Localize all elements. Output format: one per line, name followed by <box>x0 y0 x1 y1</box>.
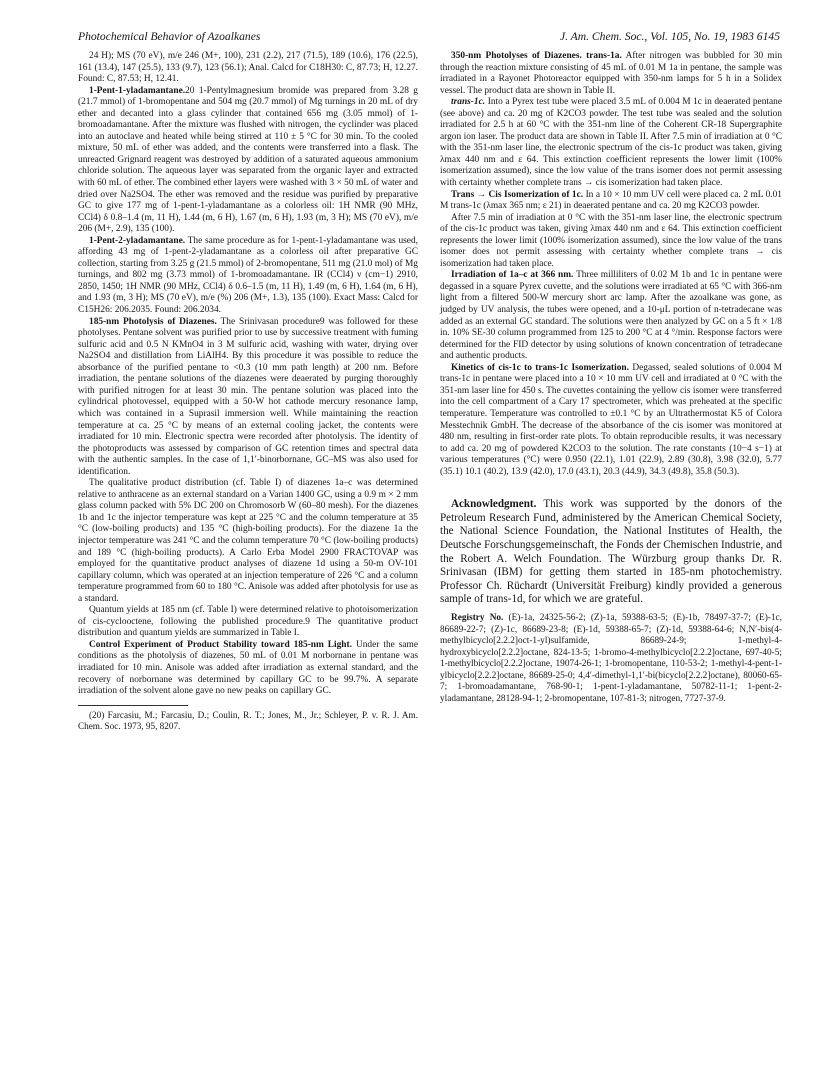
footnote-20: (20) Farcasiu, M.; Farcasiu, D.; Coulin, R. T.; Jones, M., Jr.; Schleyer, P. v. R. J. Am. Chem. Soc. 1973, 95, 8207. <box>78 709 418 732</box>
paragraph-pentyladamantane: 1-Pent-1-yladamantane.20 1-Pentylmagnesium bromide was prepared from 3.28 g (21.7 mmol) of 1-bromopentane and 504 mg (20.7 mmol) of Mg turnings in 20 mL of dry ether and decanted into a glass cylinder that contained 656 mg (3.05 mmol) of 1-bromoadamantane. After the mixture was flushed with nitrogen, the cyclinder was placed into an autoclave and heated while being stirred at 110 ± 5 °C for 30 min. To the cooled mixture, 50 mL of ether was added, and the contents were transferred into a flask. The unreacted Grignard reagent was destroyed by addition of a saturated aqueous ammonium chloride solution. The aqueous layer was separated from the organic layer and extracted with 60 mL of ether. The combined ether layers were washed with 3 × 50 mL of water and dried over Na2SO4. The ether was removed and the residue was purified by preparative GC to give 177 mg of 1-pent-1-yladamantane as a colorless oil: 1H NMR (90 MHz, CCl4) δ 0.8–1.4 (m, 11 H), 1.44 (m, 6 H), 1.67 (m, 6 H), 1.93 (m, 3 H); MS (70 eV), m/e 206 (M+, 2.9), 135 (100). <box>78 85 418 235</box>
section-heading: Control Experiment of Product Stability toward 185-nm Light. <box>89 639 352 650</box>
paragraph-trans-1c: trans-1c. Into a Pyrex test tube were placed 3.5 mL of 0.004 M 1c in deaerated pentane (see above) and ca. 20 mg of K2CO3 powder. The test tube was sealed and the solution irradiated for 2.5 h at 60 °C with the 351-nm line of the Coherent CR-18 Supergraphite argon ion laser. The product data are shown in Table II. After 7.5 min of irradiation at 0 °C with the 351-nm laser line, the electronic spectrum of the cis-1c product was taken, giving λmax 440 nm and ε 64. This extinction coefficient represents the lower limit (100% isomerization assumed), since the low value of the trans isomer does not permit assessing with certainty whether complete trans → cis isomerization had taken place. <box>440 97 782 189</box>
section-heading: 185-nm Photolysis of Diazenes. <box>89 316 217 327</box>
section-heading: 1-Pent-2-yladamantane. <box>89 235 186 246</box>
paragraph-quantum-yields: Quantum yields at 185 nm (cf. Table I) were determined relative to photoisomerization of cis-cyclooctene, following the published procedure.9 The quantitative product distribution and quantum yields are summarized in Table I. <box>78 605 418 639</box>
paragraph-366nm-irradiation: Irradiation of 1a–c at 366 nm. Three milliliters of 0.02 M 1b and 1c in pentane were degassed in a square Pyrex cuvette, and the solutions were irradiated at 65 °C with 366-nm light from a filtered 500-W mercury short arc lamp. After the azoalkane was gone, as judged by UV analysis, the tubes were opened, and a 10-μL portion of n-tetradecane was added as an external GC standard. The solutions were then analyzed by GC on a 5 ft × 1/8 in. 10% SE-30 column programmed from 125 to 200 °C at 4 °/min. Response factors were determined for the FID detector by using solutions of known concentration of tetradecane and authentic products. <box>440 270 782 362</box>
paragraph-trans-cis-isomerization: Trans → Cis Isomerization of 1c. In a 10 × 10 mm UV cell were placed ca. 2 mL 0.01 M trans-1c (λmax 365 nm; ε 21) in deaerated pentane and ca. 20 mg K2CO3 powder. <box>440 189 782 212</box>
paragraph-laser-irradiation: After 7.5 min of irradiation at 0 °C with the 351-nm laser line, the electronic spectrum of the cis-1c product was taken, giving λmax 440 nm and ε 64. This extinction coefficient represents the lower limit (100% isomerization assumed), since the low value of the trans isomer does not permit assessing with certainty whether complete trans → cis isomerization had taken place. <box>440 212 782 269</box>
paragraph-pent2yladamantane: 1-Pent-2-yladamantane. The same procedure as for 1-pent-1-yladamantane was used, affording 43 mg of 1-pent-2-yladamantane as a colorless oil after preparative GC collection, starting from 3.25 g (21.5 mmol) of 2-bromopentane, 511 mg (21.0 mol) of Mg turnings, and 802 mg (3.73 mmol) of 1-bromoadamantane. IR (CCl4) ν (cm−1) 2910, 2850, 1450; 1H NMR (90 MHz, CCl4) δ 0.6–1.5 (m, 11 H), 1.49 (m, 6 H), 1.64 (m, 6 H), and 1.93 (m, 3 H); MS (70 eV), m/e (%) 206 (M+, 1.3), 135 (100). Exact Mass: Calcd for C15H26: 206.2035. Found: 206.2034. <box>78 235 418 316</box>
section-heading: Kinetics of cis-1c to trans-1c Isomerization. <box>451 362 629 373</box>
paragraph-anal-data: 24 H); MS (70 eV), m/e 246 (M+, 100), 231 (2.2), 217 (71.5), 189 (10.6), 176 (22.5), 161 (13.4), 147 (25.5), 133 (9.7), 123 (56.1); Anal. Calcd for C18H30: C, 87.73; H, 12.27. Found: C, 87.53; H, 12.41. <box>78 51 418 85</box>
footnote-rule <box>78 705 188 706</box>
running-header-title: Photochemical Behavior of Azoalkanes <box>78 30 261 43</box>
right-column <box>440 51 782 705</box>
paragraph-350nm-photolysis: 350-nm Photolyses of Diazenes. trans-1a. After nitrogen was bubbled for 30 min through the reaction mixture consisting of 45 mL of 0.01 M 1a in pentane, the sample was irradiated in a Rayonet Photoreactor equipped with 350-nm lamps for 5 h in a Solidex vessel. The product data are shown in Table II. <box>440 51 783 96</box>
paragraph-control-experiment: Control Experiment of Product Stability toward 185-nm Light. Under the same conditions as the photolysis of diazenes, 50 mL of 0.01 M norbornane in pentane was irradiated for 10 min. Anisole was added after irradiation as external standard, and the recovery of norbornane was determined by capillary GC to be 99.7%. A separate irradiation of the solvent alone gave no new peaks on capillary GC. <box>78 639 419 697</box>
section-heading: 350-nm Photolyses of Diazenes. trans-1a. <box>451 51 622 61</box>
acknowledgment-heading: Acknowledgment. <box>451 498 537 511</box>
left-column <box>78 51 418 733</box>
paragraph-product-distribution: The qualitative product distribution (cf. Table I) of diazenes 1a–c was determined relative to anthracene as an external standard on a Varian 1400 GC, using a 0.9 m × 2 mm glass column packed with 5% DC 200 on Chromosorb W (60–80 mesh). For the diazenes 1b and 1c the injector temperature was kept at 225 °C and the column temperature at 35 °C (low-boiling products) and 135 °C (high-boiling products). For the diazene 1a the injector temperature was 241 °C and the column temperature 70 °C (low-boiling products) and 189 °C (high-boiling products). A Carlo Erba Model 2900 FRACTOVAP was employed for the quantitative product analyses of diazene 1d using a 50-m OV-101 capillary column, which was operated at an injection temperature of 226 °C and a column temperature programmed from 60 to 180 °C. Anisole was added after photolysis for use as a standard. <box>78 478 418 604</box>
section-heading: trans-1c. <box>451 97 486 108</box>
section-heading: 1-Pent-1-yladamantane. <box>89 85 186 96</box>
section-heading: Trans → Cis Isomerization of 1c. <box>451 189 584 200</box>
acknowledgment: Acknowledgment. This work was supported by the donors of the Petroleum Research Fund, administered by the American Chemical Society, the National Science Foundation, the National Institutes of Health, the Deutsche Forschungsgemeinschaft, the Fonds der Chemischen Industrie, and the Robert A. Welch Foundation. The Würzburg group thanks Dr. R. Srinivasan (IBM) for getting them started in 185-nm photochemistry. Professor Ch. Rüchardt (Universität Freiburg) kindly provided a generous sample of trans-1d, for which we are grateful. <box>440 498 782 606</box>
running-header-citation: J. Am. Chem. Soc., Vol. 105, No. 19, 1983 6145 <box>559 30 780 43</box>
section-heading: Irradiation of 1a–c at 366 nm. <box>451 270 574 281</box>
paragraph-kinetics: Kinetics of cis-1c to trans-1c Isomerization. Degassed, sealed solutions of 0.004 M trans-1c in pentane were placed into a 10 × 10 mm UV cell and irradiated at 0 °C with the 351-nm laser line for 450 s. The cuvettes containing the yellow cis isomer were transferred into the cell compartment of a Cary 17 spectrometer, which was preheated at the specific temperature. Temperature was controlled to ±0.1 °C by an Ultrathermostat K5 of Colora Messtechnik GmbH. The decrease of the absorbance of the cis isomer was monitored at 480 nm, resulting in first-order rate plots. To obtain reproducible results, it was necessary to add ca. 20 mg of powdered K2CO3 to the solution. The rate constants (10−4 s−1) at various temperatures (°C) were 0.950 (22.1), 1.01 (22.9), 2.89 (30.8), 3.98 (32.0), 5.77 (35.1) 10.1 (40.2), 13.9 (42.0), 17.0 (43.1), 20.3 (44.9), 34.3 (49.8), 35.8 (50.3). <box>440 362 783 477</box>
paragraph-185nm-photolysis: 185-nm Photolysis of Diazenes. The Srinivasan procedure9 was followed for these photolyses. Pentane solvent was purified prior to use by successive treatment with fuming sulfuric acid and 0.5 N KMnO4 in 3 M sulfuric acid, washing with water, drying over Na2SO4 and distillation from LiAlH4. By this procedure it was possible to reduce the absorbance of the purified pentane to <0.3 (10 mm path length) at 200 nm. Before irradiation, the pentane solutions of the diazenes were deaerated by purging thoroughly with purified nitrogen for at least 30 min. The pentane solution was placed into the cylindrical photovessel, equipped with a 50-W hot cathode mercury resonance lamp, which was contained in a Suprasil immersion well. While maintaining the reaction temperature at ca. 25 °C by means of an external cooling jacket, the contents were irradiated for 10 min. Electronic spectra were recorded after photolysis. The identity of the photoproducts was assessed by comparison of GC retention times and spectral data with the authentic samples. In the case of 1,1′-binorbornane, GC–MS was also used for identification. <box>78 316 418 477</box>
registry-heading: Registry No. <box>451 612 504 623</box>
registry-numbers: Registry No. (E)-1a, 24325-56-2; (Z)-1a, 59388-63-5; (E)-1b, 78497-37-7; (E)-1c, 86689-22-7; (Z)-1c, 86689-23-8; (E)-1d, 59388-65-7; (Z)-1d, 59388-64-6; N,N′-bis(4-methylbicyclo[2.2.2]oct-1-yl)sulfamide, 86689-24-9; 1-methyl-4-hydroxybicyclo[2.2.2]octane, 824-13-5; 1-bromo-4-methylbicyclo[2.2.2]octane, 697-40-5; 1-methylbicyclo[2.2.2]octane, 19074-26-1; 1-bromopentane, 110-53-2; 1-methyl-4-pent-1-ylbicyclo[2.2.2]octane, 86689-25-0; 4,4′-dimethyl-1,1′-bi(bicyclo[2.2.2]octane), 80060-65-7; 1-bromoadamantane, 768-90-1; 1-pent-1-yladamantane, 50782-11-1; 1-pent-2-yladamantane, 28128-94-1; 2-bromopentane, 107-81-3; nitrogen, 7727-37-9. <box>440 612 783 704</box>
